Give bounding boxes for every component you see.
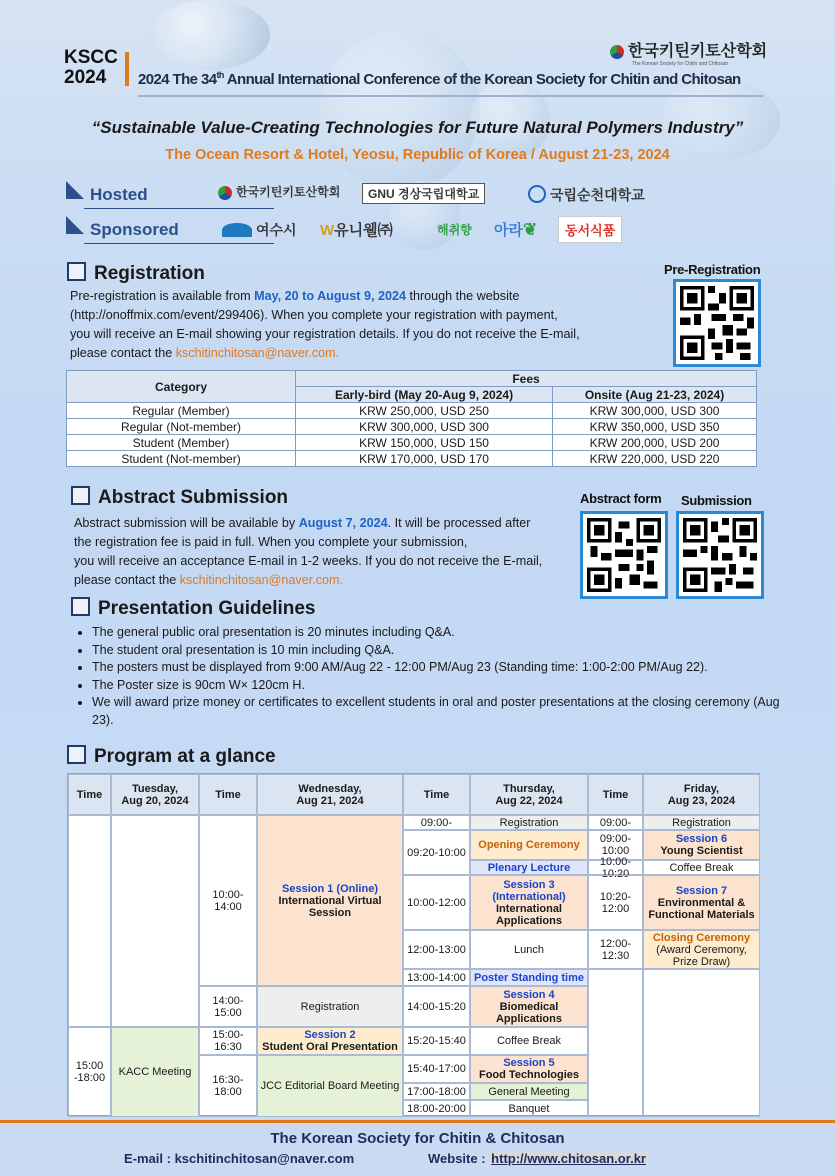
- sponsor-logo-ara: 아라❦: [494, 220, 538, 239]
- footer-email: E-mail : kschitinchitosan@naver.com: [124, 1151, 355, 1166]
- program-event-coffee: Coffee Break: [470, 1027, 588, 1055]
- program-time-cell: 14:00-15:00: [199, 986, 257, 1027]
- abstract-heading: Abstract Submission: [71, 486, 288, 509]
- program-event-cell: Registration: [470, 815, 588, 830]
- footer-divider: [0, 1120, 835, 1123]
- kscc-badge: KSCC 2024: [64, 47, 118, 88]
- program-table: [67, 773, 760, 1116]
- host-logo-gnu: GNU 경상국립대학교: [362, 183, 485, 204]
- program-time-cell: 18:00-20:00: [403, 1100, 470, 1117]
- program-event-coffee: Coffee Break: [643, 860, 760, 875]
- program-header-tuesday: Tuesday, Aug 20, 2024: [111, 774, 199, 815]
- table-row: Regular (Not-member) KRW 300,000, USD 300 KRW 350,000, USD 350: [67, 419, 757, 435]
- program-event-session1: Session 1 (Online) International Virtual Session: [257, 815, 403, 986]
- fees-header-early: Early-bird (May 20-Aug 9, 2024): [296, 387, 553, 403]
- fees-header-fees: Fees: [296, 371, 757, 387]
- table-row: Student (Member) KRW 150,000, USD 150 KRW 200,000, USD 200: [67, 435, 757, 451]
- program-header-time: Time: [199, 774, 257, 815]
- program-event-lunch: Lunch: [470, 930, 588, 969]
- sponsor-logo-uniwell: W유니웰㈜: [320, 222, 393, 239]
- checkbox-icon: [71, 486, 90, 505]
- conference-title: 2024 The 34th Annual International Conference of the Korean Society for Chitin and Chitosan: [138, 70, 741, 88]
- program-time-cell: 10:20-12:00: [588, 875, 643, 930]
- qr-code-icon: [683, 518, 757, 592]
- venue-date: The Ocean Resort & Hotel, Yeosu, Republic of Korea / August 21-23, 2024: [165, 147, 670, 163]
- program-time-cell: 17:00-18:00: [403, 1083, 470, 1100]
- fees-header-category: Category: [67, 371, 296, 403]
- sponsor-logo-haechwihyang: 해취향: [437, 223, 472, 237]
- list-item: • We will award prize money or certificates to excellent students in oral and poster presentations at the closing ceremony (Aug 23).: [92, 694, 792, 729]
- sponsored-label: Sponsored: [66, 216, 178, 244]
- program-event-session3: Session 3 (International) International Applications: [470, 875, 588, 930]
- qr-code-icon: [587, 518, 661, 592]
- checkbox-icon: [67, 262, 86, 281]
- program-time-cell: 13:00-14:00: [403, 969, 470, 986]
- program-event-general-meeting: General Meeting: [470, 1083, 588, 1100]
- checkbox-icon: [67, 745, 86, 764]
- program-header-time: Time: [403, 774, 470, 815]
- footer-email-link[interactable]: kschitinchitosan@naver.com: [174, 1151, 355, 1166]
- table-row: Regular (Member) KRW 250,000, USD 250 KRW 300,000, USD 300: [67, 403, 757, 419]
- program-header-time: Time: [588, 774, 643, 815]
- abstract-form-qr-code[interactable]: [580, 511, 668, 599]
- program-time-cell: 15:20-15:40: [403, 1027, 470, 1055]
- program-time-cell: 10:00-14:00: [199, 815, 257, 986]
- program-event-session7: Session 7 Environmental & Functional Materials: [643, 875, 760, 930]
- program-cell-empty: [111, 815, 199, 1027]
- program-event-session6: Session 6 Young Scientist: [643, 830, 760, 860]
- host-logo-kscc: 한국키틴키토산학회: [218, 183, 340, 200]
- guidelines-heading: Presentation Guidelines: [71, 597, 316, 620]
- list-item: • The student oral presentation is 10 min including Q&A.: [92, 642, 792, 660]
- hosted-label: Hosted: [66, 181, 178, 209]
- program-event-plenary: Plenary Lecture: [470, 860, 588, 875]
- program-header-wednesday: Wednesday, Aug 21, 2024: [257, 774, 403, 815]
- qr-code-icon: [680, 286, 754, 360]
- abstract-form-qr-label: Abstract form: [580, 491, 662, 506]
- molecule-decoration: [320, 30, 480, 190]
- program-time-cell: 09:20-10:00: [403, 830, 470, 875]
- program-cell-empty: [68, 815, 111, 1027]
- list-item: • The general public oral presentation is 20 minutes including Q&A.: [92, 624, 792, 642]
- program-event-closing: Closing Ceremony (Award Ceremony, Prize Draw): [643, 930, 760, 969]
- program-header-thursday: Thursday, Aug 22, 2024: [470, 774, 588, 815]
- program-event-cell: Registration: [643, 815, 760, 830]
- footer-website-link[interactable]: http://www.chitosan.or.kr: [491, 1151, 646, 1166]
- program-event-banquet: Banquet: [470, 1100, 588, 1117]
- submission-qr-label: Submission: [681, 493, 752, 508]
- program-time-cell: 15:00 -18:00: [68, 1027, 111, 1117]
- program-event-session2: Session 2 Student Oral Presentation: [257, 1027, 403, 1055]
- program-cell-empty: [588, 969, 643, 1117]
- program-time-cell: 16:30-18:00: [199, 1055, 257, 1117]
- fees-table: [66, 370, 757, 467]
- society-logo-icon: [610, 45, 624, 59]
- preregistration-qr-code[interactable]: [673, 279, 761, 367]
- program-time-cell: 09:00-10:00: [588, 830, 643, 860]
- program-event-session4: Session 4 Biomedical Applications: [470, 986, 588, 1027]
- accent-bar: [125, 52, 129, 86]
- host-logo-scnu: 국립순천대학교: [528, 185, 645, 205]
- submission-qr-code[interactable]: [676, 511, 764, 599]
- program-time-cell: 12:00-12:30: [588, 930, 643, 969]
- sponsor-logo-yeosu: 여수시: [222, 220, 297, 240]
- program-time-cell: 10:00-12:00: [403, 875, 470, 930]
- fees-header-onsite: Onsite (Aug 21-23, 2024): [553, 387, 757, 403]
- program-event-registration: Registration: [257, 986, 403, 1027]
- program-header-friday: Friday, Aug 23, 2024: [643, 774, 760, 815]
- program-event-session5: Session 5 Food Technologies: [470, 1055, 588, 1083]
- program-event-kacc: KACC Meeting: [111, 1027, 199, 1117]
- registration-text: Pre-registration is available from May, 20 to August 9, 2024 through the website (http://onoffmix.com/event/299406). When you complete your registration with payment, you will receive an E-mail showing your registration details. If you do not receive the E-mail, please contact the kschitinchitosan@naver.com.: [70, 289, 580, 360]
- header-divider: [138, 95, 763, 97]
- list-item: • The Poster size is 90cm W× 120cm H.: [92, 677, 792, 695]
- sponsor-logo-dongsuh: 동서식품: [558, 216, 622, 243]
- program-time-cell: 15:00-16:30: [199, 1027, 257, 1055]
- registration-heading: Registration: [67, 262, 205, 285]
- abstract-email-link[interactable]: kschitinchitosan@naver.com.: [179, 573, 344, 587]
- program-time-cell: 09:00-: [403, 815, 470, 830]
- program-event-opening: Opening Ceremony: [470, 830, 588, 860]
- program-event-jcc-meeting: JCC Editorial Board Meeting: [257, 1055, 403, 1117]
- program-time-cell: 14:00-15:20: [403, 986, 470, 1027]
- program-time-cell: 09:00-: [588, 815, 643, 830]
- footer-title: The Korean Society for Chitin & Chitosan: [270, 1130, 565, 1147]
- program-time-cell: 12:00-13:00: [403, 930, 470, 969]
- program-time-cell: 10:00-10:20: [588, 860, 643, 875]
- society-logo: 한국키틴키토산학회 The Korean Society for Chitin and Chitosan: [610, 38, 767, 67]
- abstract-text: Abstract submission will be available by August 7, 2024. It will be processed after the registration fee is paid in full. When you complete your submission, you will receive an acceptance E-mail in 1-2 weeks. If you do not receive the E-mail, please contact the kschitinchitosan@naver.com.: [74, 516, 543, 587]
- program-time-cell: 15:40-17:00: [403, 1055, 470, 1083]
- program-heading: Program at a glance: [67, 745, 276, 768]
- slogan: “Sustainable Value-Creating Technologies for Future Natural Polymers Industry”: [91, 118, 744, 137]
- program-cell-empty: [643, 969, 760, 1117]
- table-row: Student (Not-member) KRW 170,000, USD 170 KRW 220,000, USD 220: [67, 451, 757, 467]
- footer-website: Website : http://www.chitosan.or.kr: [428, 1151, 646, 1166]
- list-item: • The posters must be displayed from 9:00 AM/Aug 22 - 12:00 PM/Aug 23 (Standing time: 1:00-2:00 PM/Aug 22).: [92, 659, 792, 677]
- molecule-decoration: [150, 0, 270, 70]
- preregistration-qr-label: Pre-Registration: [664, 262, 761, 277]
- program-header-time: Time: [68, 774, 111, 815]
- program-event-poster: Poster Standing time: [470, 969, 588, 986]
- guidelines-list: [72, 624, 792, 729]
- checkbox-icon: [71, 597, 90, 616]
- registration-email-link[interactable]: kschitinchitosan@naver.com.: [175, 346, 340, 360]
